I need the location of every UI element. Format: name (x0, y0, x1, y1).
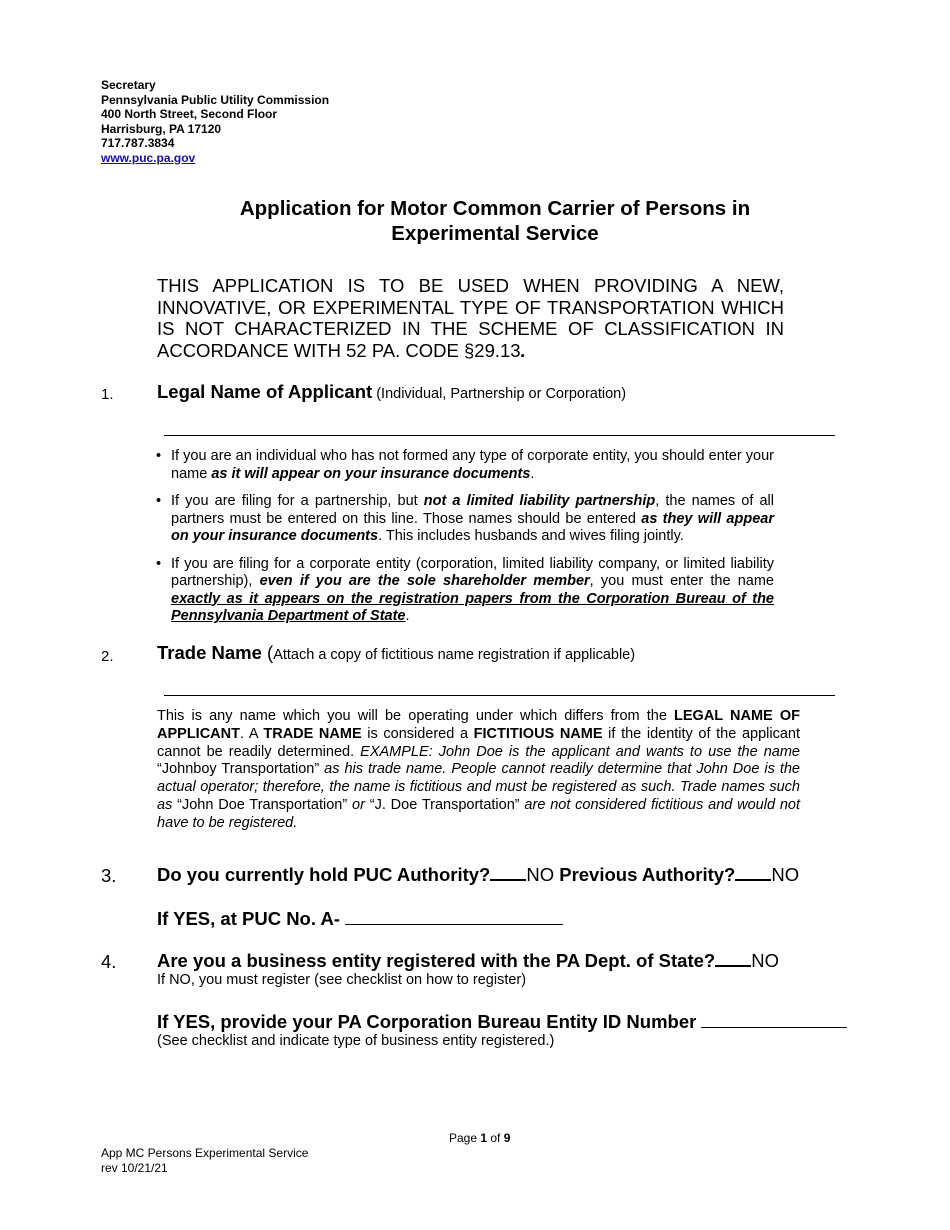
text-run: , the names of all partners must be entered on this line. Those names should be entered (171, 493, 774, 527)
q3-ifyes-row (157, 908, 563, 930)
legal-name-input-line[interactable] (164, 435, 835, 436)
q2-hint: Attach a copy of fictitious name registration if applicable) (273, 647, 636, 663)
text-run: If you are an individual who has not formed any type of corporate entity, you should enter your name (171, 448, 774, 482)
q4-label: Are you a business entity registered with the PA Dept. of State? (157, 950, 716, 971)
q4-answer-blank[interactable] (715, 951, 751, 967)
address-line: Harrisburg, PA 17120 (101, 121, 222, 136)
q3-number: 3. (101, 865, 117, 886)
text-run: . (405, 608, 410, 624)
q1-instructions (156, 448, 774, 636)
text-run: “J. Doe Transportation” (369, 796, 520, 813)
text-run: If you are filing for a corporate entity (corporation, limited liability company, or limited liability partnership), (171, 555, 774, 589)
text-run: as they will appear on your insurance documents (171, 510, 774, 544)
puc-number-input-line[interactable] (345, 910, 563, 925)
page-number: 1 (480, 1131, 488, 1145)
website-link[interactable]: www.puc.pa.gov (101, 150, 196, 165)
instruction-item: • If you are an individual who has not formed any type of corporate entity, you should enter your name as it will appear on your insurance documents. (156, 448, 774, 482)
entity-id-input-line[interactable] (701, 1013, 847, 1028)
instruction-item: • If you are filing for a partnership, but not a limited liability partnership, the names of all partners must be entered on this line. Those names should be entered as they will appear on your insurance documents. This includes husbands and wives filing jointly. (156, 493, 774, 544)
q2-heading (157, 642, 635, 664)
page-total: 9 (503, 1131, 511, 1145)
text-run: as it will appear on your insurance documents (211, 465, 531, 482)
q3-ifyes-label: If YES, at PUC No. A- (157, 908, 340, 929)
instruction-item: • If you are filing for a corporate entity (corporation, limited liability company, or limited liability partnership), even if you are the sole shareholder member, you must enter the name exactly as it appears on the registration papers from the Corporation Bureau of the Pennsylvania Department of State. (156, 555, 774, 624)
text-run: If you are filing for a partnership, but (171, 493, 424, 509)
q1-heading (157, 381, 626, 403)
text-run: . A (239, 725, 264, 742)
q3-prev-answer-blank[interactable] (735, 865, 771, 881)
q3-answer: NO (526, 864, 555, 885)
text-run: , you must enter the name (589, 573, 774, 589)
text-run: TRADE NAME (263, 725, 362, 742)
intro-end: . (520, 339, 526, 361)
text-run: . This includes husbands and wives filing jointly. (378, 528, 684, 544)
form-revision: rev 10/21/21 (101, 1160, 168, 1175)
page-indicator: Page 1 of 9 (449, 1131, 511, 1145)
intro-statement (157, 275, 784, 361)
q2-number: 2. (101, 648, 114, 665)
q4-note: If NO, you must register (see checklist on how to register) (157, 972, 527, 988)
q3-answer-blank[interactable] (490, 865, 526, 881)
trade-name-input-line[interactable] (164, 695, 835, 696)
q1-number: 1. (101, 386, 114, 403)
text-run: as his trade name. People cannot readily determine that John Doe is the actual operator; therefore, the name is fictitious and must be registered as such. Trade names such as (157, 761, 800, 813)
document-title (150, 196, 840, 246)
text-run: “Johnboy Transportation” (157, 761, 320, 778)
text-run: EXAMPLE: John Doe is the applicant and wants to use the name (360, 743, 800, 760)
q4-answer: NO (751, 950, 779, 971)
q4-ifyes-label: If YES, provide your PA Corporation Bureau Entity ID Number (157, 1011, 697, 1032)
q4-row (157, 950, 779, 972)
q3-label2: Previous Authority? (554, 864, 736, 885)
address-line: Secretary (101, 78, 156, 92)
text-run: LEGAL NAME OF APPLICANT (157, 708, 800, 742)
commission-address (101, 78, 329, 165)
form-name: App MC Persons Experimental Service (101, 1146, 309, 1160)
text-run: are not considered fictitious and would not have to be registered. (157, 796, 801, 831)
text-run: or (347, 796, 370, 813)
q3-prev-answer: NO (771, 864, 800, 885)
q4-ifyes-note: (See checklist and indicate type of business entity registered.) (157, 1033, 555, 1049)
address-line: Pennsylvania Public Utility Commission (101, 92, 330, 107)
text-run: “John Doe Transportation” (177, 796, 348, 813)
q3-row (157, 864, 799, 886)
q4-ifyes-row (157, 1011, 847, 1033)
q3-label: Do you currently hold PUC Authority? (157, 864, 491, 885)
intro-text: THIS APPLICATION IS TO BE USED WHEN PROVIDING A NEW, INNOVATIVE, OR EXPERIMENTAL TYPE OF TRANSPORTATION WHICH IS NOT CHARACTERIZED IN THE SCHEME OF CLASSIFICATION IN ACCORDANCE WITH 52 PA. CODE §29.13 (157, 275, 784, 361)
text-run: This is any name which you will be operating under which differs from the (157, 708, 675, 724)
text-run: even if you are the sole shareholder member (259, 573, 590, 589)
text-run: is considered a (361, 725, 474, 742)
text-run: . (530, 465, 535, 482)
text-run: if the identity of the applicant cannot be readily determined. (157, 725, 800, 760)
address-line: 717.787.3834 (101, 136, 175, 150)
q4-number: 4. (101, 951, 117, 972)
form-footer (101, 1146, 308, 1175)
title-line: Experimental Service (391, 222, 599, 245)
q1-hint: (Individual, Partnership or Corporation) (372, 386, 627, 402)
q2-label: Trade Name (157, 642, 262, 663)
address-line: 400 North Street, Second Floor (101, 107, 278, 121)
text-run: FICTITIOUS NAME (473, 725, 603, 742)
q1-label: Legal Name of Applicant (157, 381, 373, 402)
text-run: exactly as it appears on the registration papers from the Corporation Bureau of the Pennsylvania Department of State (171, 590, 774, 624)
title-line: Application for Motor Common Carrier of Persons in (239, 197, 751, 220)
trade-name-explanation (157, 708, 800, 833)
q2-paren: ( (261, 642, 274, 663)
text-run: not a limited liability partnership (423, 493, 656, 509)
